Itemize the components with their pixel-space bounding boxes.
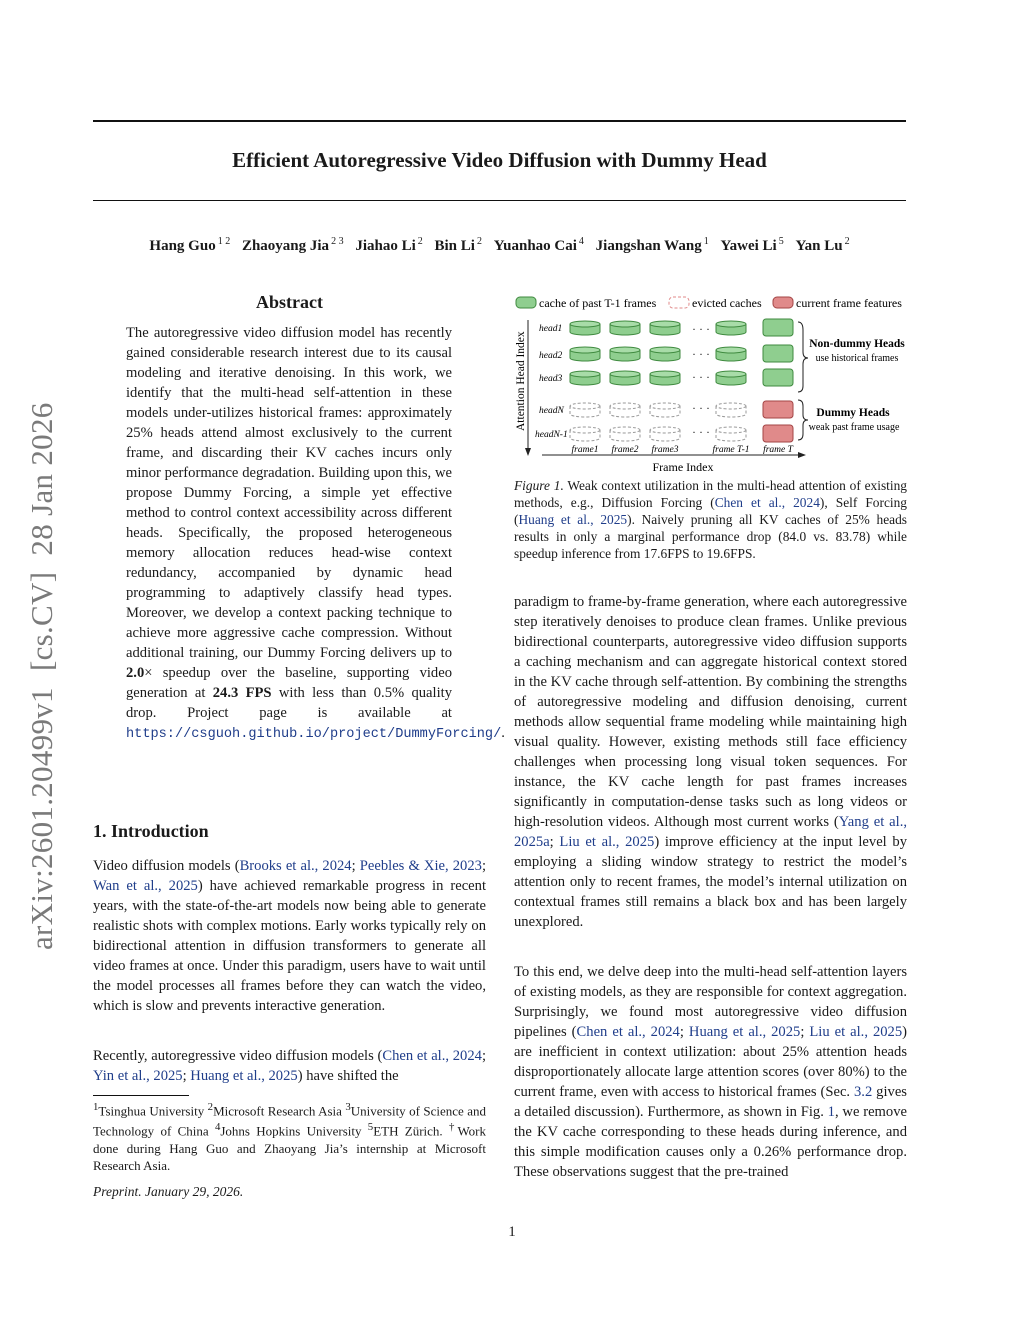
citation-link[interactable]: Brooks et al., 2024 (239, 858, 352, 874)
past-cache-cylinder (570, 347, 600, 361)
arxiv-identifier-stamp: arXiv:2601.20499v1 [cs.CV] 28 Jan 2026 (24, 402, 59, 950)
past-cache-cylinder (610, 321, 640, 335)
past-cache-cylinder (716, 347, 746, 361)
non-dummy-brace (798, 322, 808, 392)
current-frame-block (763, 319, 793, 336)
past-cache-cylinder (716, 371, 746, 385)
frame-label: frame1 (571, 445, 599, 455)
ellipsis: · · · (692, 347, 710, 361)
head-labels (535, 324, 568, 440)
preprint-note: Preprint. January 29, 2026. (93, 1184, 244, 1199)
evicted-cache-cylinder (610, 427, 640, 441)
head-label: head3 (539, 374, 563, 384)
ellipsis-dots (692, 322, 710, 439)
author: Yan Lu $^2$ (795, 236, 850, 254)
head-label: headN-1 (535, 430, 568, 440)
citation-link[interactable]: Chen et al., 2024 (382, 1048, 482, 1064)
figure-ref-link[interactable]: 1 (827, 1104, 835, 1120)
current-frame-block (763, 401, 793, 418)
abstract-heading: Abstract (256, 292, 323, 312)
x-axis-label: Frame Index (652, 460, 714, 473)
legend-evicted-label: evicted caches (692, 296, 762, 310)
evicted-cache-cylinder (570, 427, 600, 441)
author: Jiahao Li $^2$ (355, 236, 423, 254)
citation-link[interactable]: Yin et al., 2025 (93, 1068, 183, 1084)
author: Bin Li $^2$ (434, 236, 482, 254)
intro-paragraph-2: Recently, autoregressive video diffusion models (Chen et al., 2024; Yin et al., 2025; Huang et al., 2025) have shifted the (93, 1048, 486, 1084)
current-frame-block (763, 369, 793, 386)
past-cache-cylinder (570, 371, 600, 385)
head-label: head1 (539, 324, 563, 334)
current-frame-block (763, 345, 793, 362)
affiliations-footnote: $^1$Tsinghua University $^2$Microsoft Research Asia $^3$University of Science and Technology of China $^4$Johns Hopkins University $^5$ETH Zürich. †Work done during Hang Guo and Zhaoyang Jia’s internship at Microsoft Research Asia. (93, 1101, 487, 1173)
non-dummy-heads-title: Non-dummy Heads (809, 338, 905, 350)
ellipsis: · · · (692, 425, 710, 439)
frame-label: frame T (763, 445, 793, 455)
citation-link[interactable]: Chen et al., 2024 (714, 495, 820, 510)
non-dummy-heads-subtitle: use historical frames (815, 353, 899, 364)
right-paragraph-1: paradigm to frame-by-frame generation, where each autoregressive step iteratively denoises to produce clean frames. Unlike previous bidirectional counterparts, autoregressive video diffusion supports a caching mechanism and can aggregate historical context stored in the KV cache through self-attention. By combining the strengths of autoregressive modeling and diffusion denoising, current methods allow sequential frame modeling while maintaining high visual quality. However, existing methods still face efficiency challenges when processing long visual token sequences. For instance, the KV cache length for past frames increases significantly in computation-dense tasks such as long videos or high-resolution videos. Although most current works (Yang et al., 2025a; Liu et al., 2025) improve efficiency at the input level by employing a sliding window strategy to restrict the model’s attention only to recent frames, the model’s internal utilization on contextual frames still remains a black box and has been largely unexplored. (514, 594, 908, 930)
y-axis-label: Attention Head Index (515, 331, 527, 431)
evicted-cache-cylinder (716, 403, 746, 417)
dummy-heads-subtitle: weak past frame usage (808, 422, 900, 433)
citation-link[interactable]: Liu et al., 2025 (809, 1024, 903, 1040)
author: Jiangshan Wang $^1$ (595, 236, 709, 254)
past-cache-cylinder (570, 321, 600, 335)
legend-past-cache-label: cache of past T-1 frames (539, 296, 657, 310)
cache-grid (570, 319, 793, 442)
page-number: 1 (508, 1224, 516, 1240)
citation-link[interactable]: Yang et al., 2025a (514, 814, 907, 850)
evicted-cache-cylinder (570, 403, 600, 417)
dummy-heads-title: Dummy Heads (816, 407, 890, 419)
evicted-cache-cylinder (716, 427, 746, 441)
right-paragraph-2: To this end, we delve deep into the multi-head self-attention layers of existing models, as they are responsible for context aggregation. Surprisingly, we found most autoregressive video diffusion pipelines (Chen et al., 2024; Huang et al., 2025; Liu et al., 2025) are inefficient in context utilization: about 25% attention heads disproportionately allocate large attention scores (over 80%) to the current frame, even with access to historical frames (Sec. 3.2 gives a detailed discussion). Furthermore, as shown in Fig. 1, we remove the KV cache corresponding to these heads during inference, and this simple modification causes only a 0.26% performance drop. These observations suggest that the pre-trained (514, 964, 908, 1180)
past-cache-cylinder (650, 371, 680, 385)
legend-current-label: current frame features (796, 296, 902, 310)
top-rule (93, 120, 906, 122)
author: Hang Guo $^{1 2}$ (149, 236, 231, 254)
ellipsis: · · · (692, 322, 710, 336)
evicted-cache-cylinder (650, 403, 680, 417)
figure-1 (512, 288, 912, 473)
citation-link[interactable]: Huang et al., 2025 (688, 1024, 801, 1040)
citation-link[interactable]: Chen et al., 2024 (576, 1024, 680, 1040)
frame-label: frame2 (611, 445, 639, 455)
frame-label: frame T-1 (712, 445, 750, 455)
abstract-body: The autoregressive video diffusion model has recently gained considerable research interest due to its causal modeling and iterative denoising. In this work, we identify that the multi-head self-attention in these models under-utilizes historical frames: approximately 25% heads attend almost exclusively to the current frame, and discarding their KV caches incurs only minor performance degradation. Building upon this, we propose Dummy Forcing, a simple yet effective method to control context accessibility across different heads. Specifically, the proposed heterogeneous memory allocation reduces head-wise context redundancy, accompanied by dynamic head programming to adaptively classify head types. Moreover, we develop a context packing technique to achieve more aggressive cache compression. Without additional training, our Dummy Forcing delivers up to 2.0× speedup over the baseline, supporting video generation at 24.3 FPS with less than 0.5% quality drop. Project page is available at https://csguoh.github.io/project/DummyForcing/. (126, 325, 505, 742)
intro-paragraph-1: Video diffusion models (Brooks et al., 2024; Peebles & Xie, 2023; Wan et al., 2025) have achieved remarkable progress in recent years, with the state-of-the-art models now being able to generate realistic shots with complex motions. Early works typically rely on bidirectional attention in diffusion transformers to generate all video frames at once. Under this paradigm, users have to wait until the model processes all frames before they can watch the video, which is slow and prevents interactive generation. (93, 858, 486, 1014)
past-cache-cylinder (716, 321, 746, 335)
section-ref-link[interactable]: 3.2 (854, 1084, 873, 1100)
legend-evicted-swatch (669, 297, 689, 308)
footnote-rule (93, 1095, 189, 1096)
ellipsis: · · · (692, 370, 710, 384)
author-list (93, 236, 906, 255)
citation-link[interactable]: Peebles & Xie, 2023 (359, 858, 482, 874)
citation-link[interactable]: Huang et al., 2025 (190, 1068, 298, 1084)
paper-title: Efficient Autoregressive Video Diffusion with Dummy Head (232, 148, 767, 172)
dummy-brace (798, 400, 808, 440)
current-frame-block (763, 425, 793, 442)
past-cache-cylinder (650, 321, 680, 335)
legend (516, 296, 902, 310)
past-cache-cylinder (610, 347, 640, 361)
frame-labels (572, 444, 794, 455)
figure-1-caption: Figure 1. Weak context utilization in the multi-head attention of existing methods, e.g., Diffusion Forcing (Chen et al., 2024), Self Forcing (Huang et al., 2025). Naively pruning all KV caches of 25% heads results in only a marginal performance drop (84.0 vs. 83.78) while speedup inference from 17.6FPS to 19.6FPS. (514, 478, 908, 561)
title-bottom-rule (93, 200, 906, 201)
author: Yuanhao Cai $^4$ (493, 236, 584, 254)
legend-past-cache-swatch (516, 297, 536, 308)
project-page-link[interactable]: https://csguoh.github.io/project/DummyForcing/ (126, 727, 502, 742)
past-cache-cylinder (650, 347, 680, 361)
citation-link[interactable]: Liu et al., 2025 (559, 834, 655, 850)
author: Zhaoyang Jia $^{2 3}$ (241, 236, 344, 254)
head-label: headN (539, 406, 564, 416)
kv-cache-diagram (512, 288, 912, 473)
author: Yawei Li $^5$ (720, 236, 784, 254)
citation-link[interactable]: Wan et al., 2025 (93, 878, 198, 894)
evicted-cache-cylinder (610, 403, 640, 417)
evicted-cache-cylinder (650, 427, 680, 441)
y-axis-arrow (525, 448, 531, 456)
frame-label: frame3 (651, 445, 679, 455)
past-cache-cylinder (610, 371, 640, 385)
head-label: head2 (539, 351, 563, 361)
citation-link[interactable]: Huang et al., 2025 (518, 512, 628, 527)
legend-current-swatch (773, 297, 793, 308)
ellipsis: · · · (692, 401, 710, 415)
x-axis-arrow (798, 452, 806, 458)
intro-heading: 1. Introduction (93, 821, 209, 841)
